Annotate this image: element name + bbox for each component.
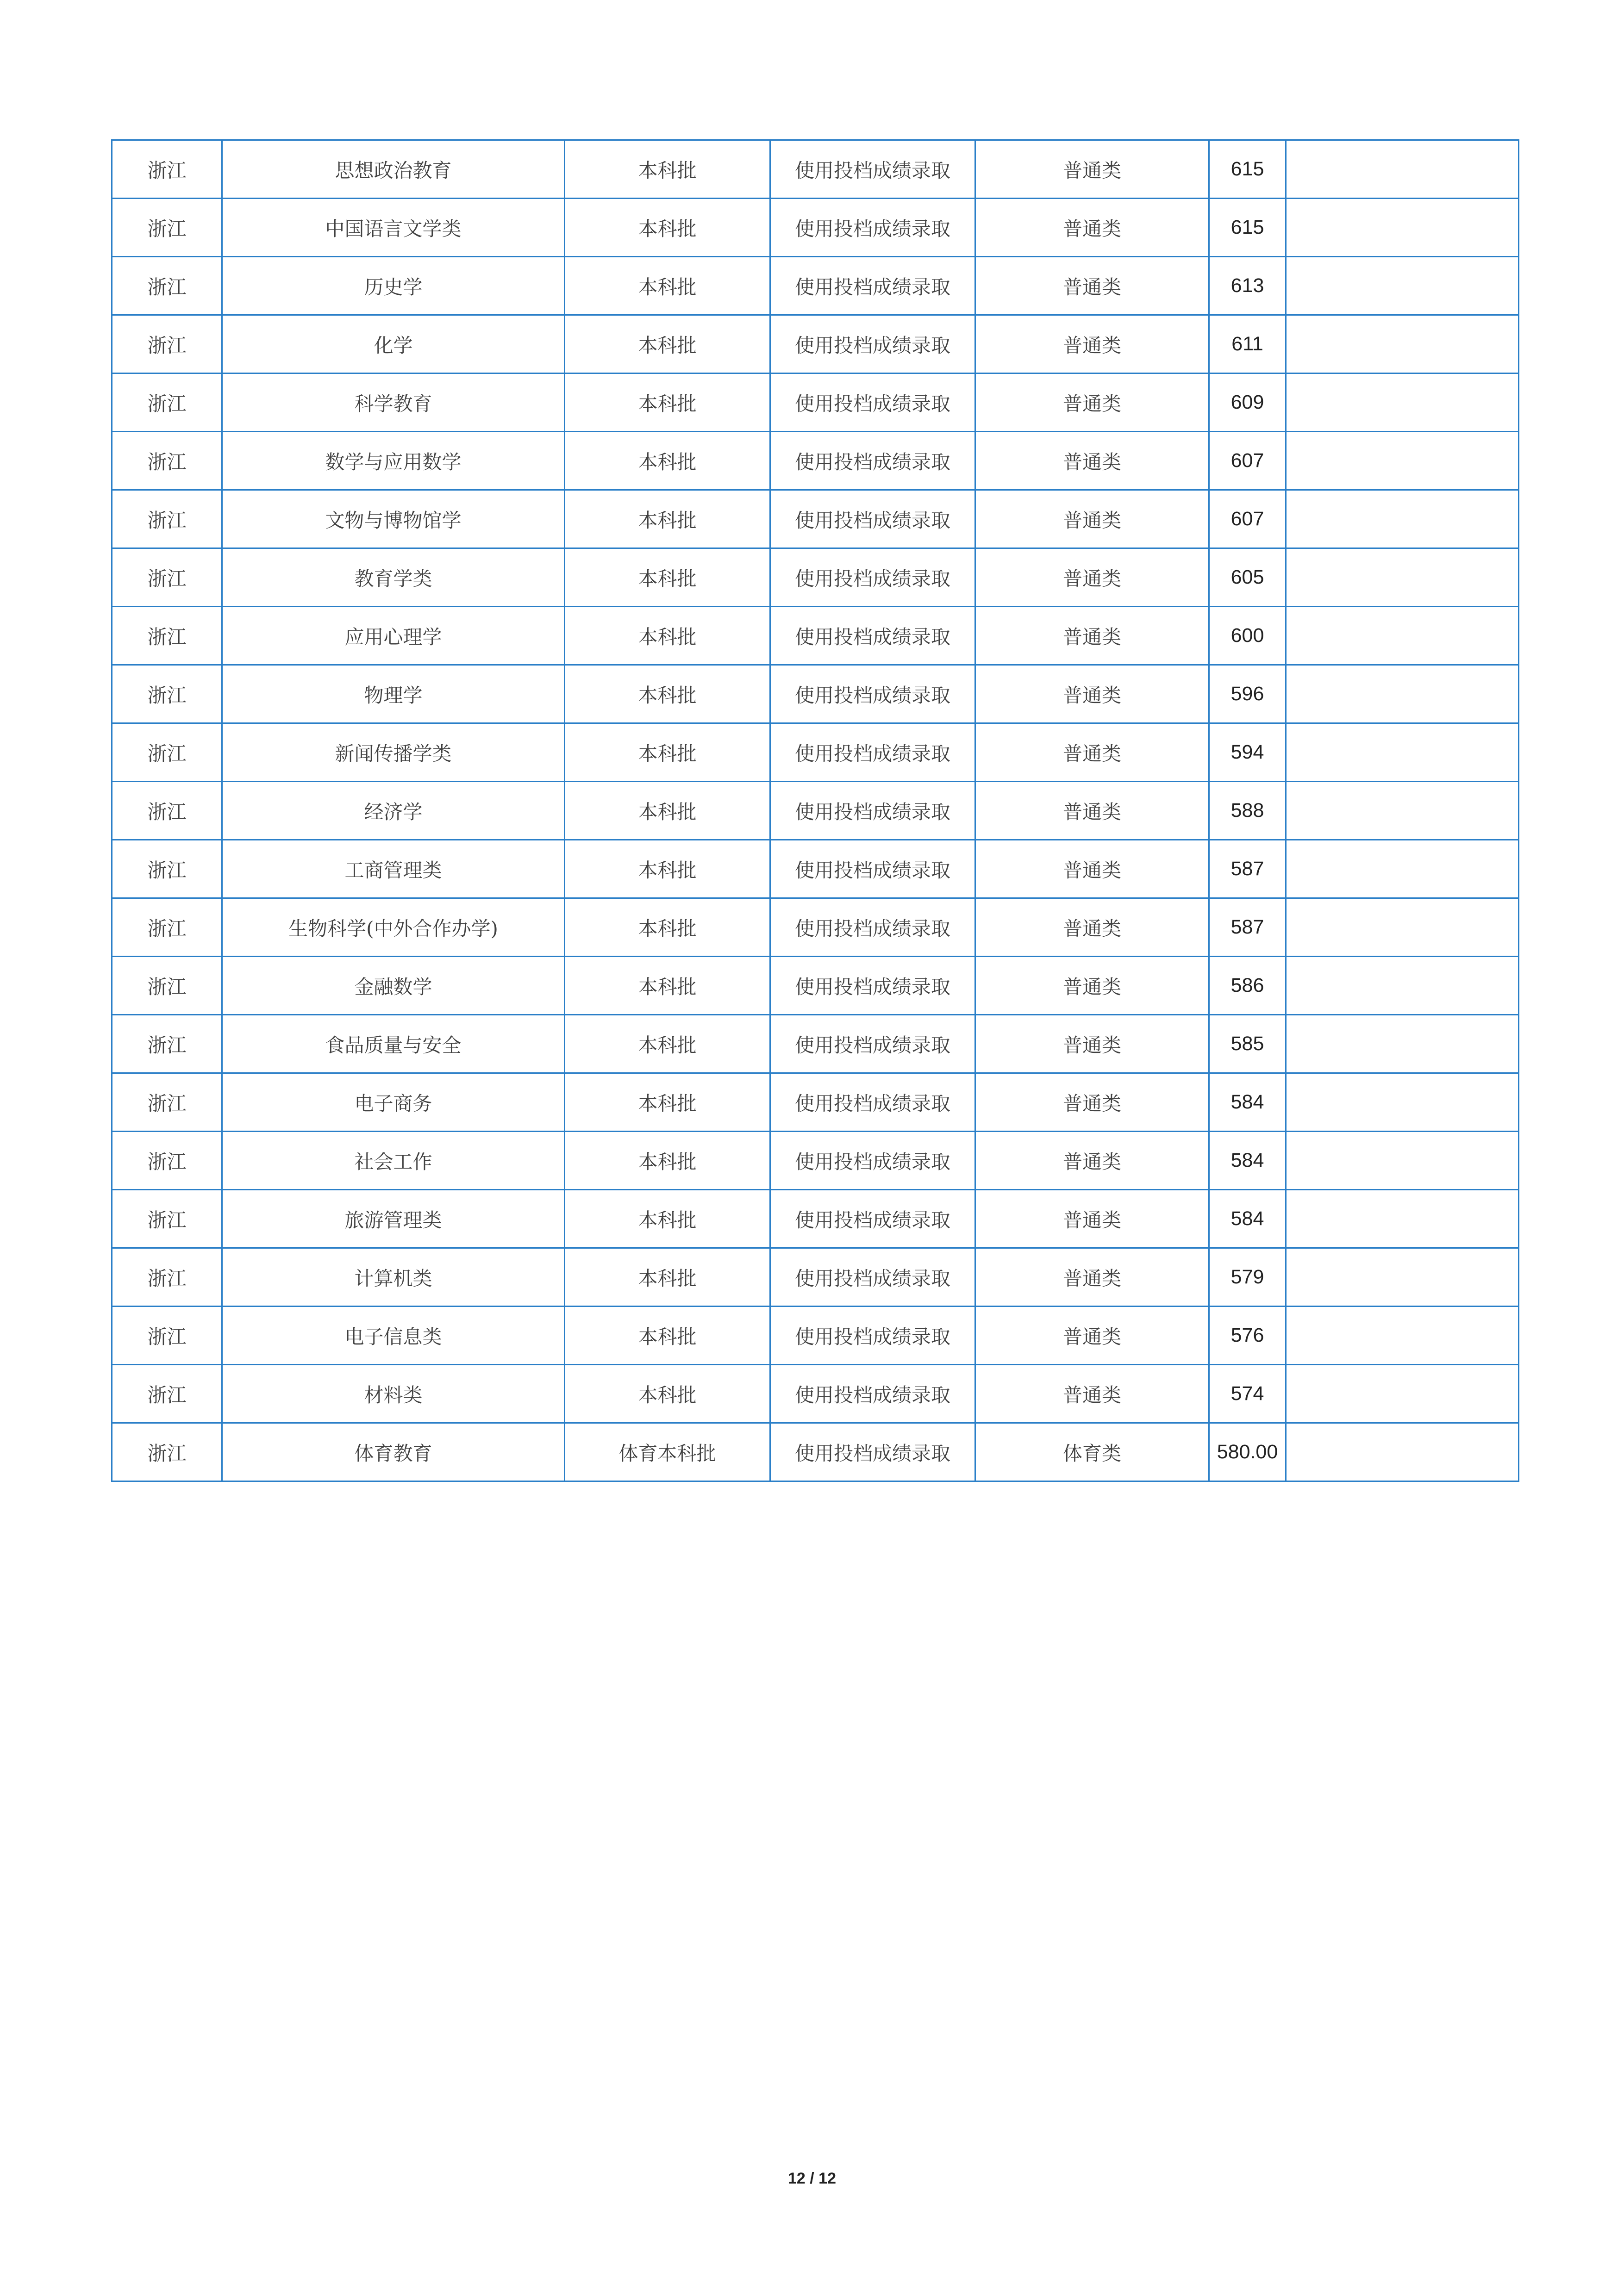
table-row bbox=[112, 607, 1519, 665]
admission-method-cell: 使用投档成绩录取 bbox=[770, 957, 975, 1015]
major-cell: 生物科学(中外合作办学) bbox=[222, 898, 565, 957]
category-cell: 普通类 bbox=[975, 957, 1209, 1015]
admission-method-cell: 使用投档成绩录取 bbox=[770, 1365, 975, 1423]
table-row bbox=[112, 957, 1519, 1015]
major-cell: 应用心理学 bbox=[222, 607, 565, 665]
major-cell: 材料类 bbox=[222, 1365, 565, 1423]
admission-method-cell: 使用投档成绩录取 bbox=[770, 1307, 975, 1365]
category-cell: 普通类 bbox=[975, 140, 1209, 199]
table-row bbox=[112, 1248, 1519, 1307]
province-cell: 浙江 bbox=[112, 257, 222, 315]
table-row bbox=[112, 840, 1519, 898]
batch-cell: 本科批 bbox=[565, 257, 770, 315]
table-row bbox=[112, 140, 1519, 199]
province-cell: 浙江 bbox=[112, 898, 222, 957]
batch-cell: 本科批 bbox=[565, 199, 770, 257]
category-cell: 普通类 bbox=[975, 665, 1209, 723]
major-cell: 科学教育 bbox=[222, 373, 565, 432]
major-cell: 中国语言文学类 bbox=[222, 199, 565, 257]
score-cell: 607 bbox=[1209, 490, 1286, 548]
table-row bbox=[112, 257, 1519, 315]
note-cell bbox=[1286, 1307, 1519, 1365]
province-cell: 浙江 bbox=[112, 607, 222, 665]
category-cell: 普通类 bbox=[975, 315, 1209, 373]
province-cell: 浙江 bbox=[112, 723, 222, 782]
table-row bbox=[112, 1365, 1519, 1423]
admission-method-cell: 使用投档成绩录取 bbox=[770, 665, 975, 723]
category-cell: 普通类 bbox=[975, 1248, 1209, 1307]
admission-method-cell: 使用投档成绩录取 bbox=[770, 373, 975, 432]
score-cell: 576 bbox=[1209, 1307, 1286, 1365]
admission-method-cell: 使用投档成绩录取 bbox=[770, 490, 975, 548]
note-cell bbox=[1286, 1132, 1519, 1190]
admission-method-cell: 使用投档成绩录取 bbox=[770, 1015, 975, 1073]
category-cell: 普通类 bbox=[975, 199, 1209, 257]
table-row bbox=[112, 373, 1519, 432]
score-cell: 586 bbox=[1209, 957, 1286, 1015]
major-cell: 电子商务 bbox=[222, 1073, 565, 1132]
note-cell bbox=[1286, 199, 1519, 257]
score-cell: 584 bbox=[1209, 1132, 1286, 1190]
batch-cell: 本科批 bbox=[565, 723, 770, 782]
admission-method-cell: 使用投档成绩录取 bbox=[770, 1248, 975, 1307]
province-cell: 浙江 bbox=[112, 199, 222, 257]
score-cell: 607 bbox=[1209, 432, 1286, 490]
major-cell: 电子信息类 bbox=[222, 1307, 565, 1365]
table-row bbox=[112, 1015, 1519, 1073]
major-cell: 思想政治教育 bbox=[222, 140, 565, 199]
province-cell: 浙江 bbox=[112, 1423, 222, 1481]
table-row bbox=[112, 898, 1519, 957]
batch-cell: 体育本科批 bbox=[565, 1423, 770, 1481]
batch-cell: 本科批 bbox=[565, 665, 770, 723]
major-cell: 经济学 bbox=[222, 782, 565, 840]
score-cell: 580.00 bbox=[1209, 1423, 1286, 1481]
batch-cell: 本科批 bbox=[565, 840, 770, 898]
score-cell: 587 bbox=[1209, 898, 1286, 957]
score-cell: 584 bbox=[1209, 1190, 1286, 1248]
category-cell: 普通类 bbox=[975, 1365, 1209, 1423]
note-cell bbox=[1286, 315, 1519, 373]
province-cell: 浙江 bbox=[112, 840, 222, 898]
province-cell: 浙江 bbox=[112, 548, 222, 607]
category-cell: 普通类 bbox=[975, 1307, 1209, 1365]
major-cell: 社会工作 bbox=[222, 1132, 565, 1190]
batch-cell: 本科批 bbox=[565, 1248, 770, 1307]
table-body bbox=[112, 140, 1519, 1481]
major-cell: 教育学类 bbox=[222, 548, 565, 607]
batch-cell: 本科批 bbox=[565, 1307, 770, 1365]
score-cell: 611 bbox=[1209, 315, 1286, 373]
major-cell: 物理学 bbox=[222, 665, 565, 723]
category-cell: 普通类 bbox=[975, 548, 1209, 607]
batch-cell: 本科批 bbox=[565, 315, 770, 373]
admission-method-cell: 使用投档成绩录取 bbox=[770, 548, 975, 607]
table-row bbox=[112, 1423, 1519, 1481]
note-cell bbox=[1286, 1015, 1519, 1073]
score-cell: 613 bbox=[1209, 257, 1286, 315]
category-cell: 普通类 bbox=[975, 1015, 1209, 1073]
table-row bbox=[112, 723, 1519, 782]
province-cell: 浙江 bbox=[112, 140, 222, 199]
province-cell: 浙江 bbox=[112, 373, 222, 432]
category-cell: 普通类 bbox=[975, 607, 1209, 665]
major-cell: 体育教育 bbox=[222, 1423, 565, 1481]
note-cell bbox=[1286, 840, 1519, 898]
major-cell: 文物与博物馆学 bbox=[222, 490, 565, 548]
category-cell: 普通类 bbox=[975, 1190, 1209, 1248]
province-cell: 浙江 bbox=[112, 1365, 222, 1423]
table-row bbox=[112, 665, 1519, 723]
note-cell bbox=[1286, 1423, 1519, 1481]
batch-cell: 本科批 bbox=[565, 782, 770, 840]
province-cell: 浙江 bbox=[112, 432, 222, 490]
table-row bbox=[112, 490, 1519, 548]
category-cell: 普通类 bbox=[975, 432, 1209, 490]
note-cell bbox=[1286, 373, 1519, 432]
category-cell: 普通类 bbox=[975, 490, 1209, 548]
score-cell: 615 bbox=[1209, 199, 1286, 257]
province-cell: 浙江 bbox=[112, 665, 222, 723]
note-cell bbox=[1286, 607, 1519, 665]
table-row bbox=[112, 199, 1519, 257]
score-cell: 587 bbox=[1209, 840, 1286, 898]
admission-method-cell: 使用投档成绩录取 bbox=[770, 432, 975, 490]
batch-cell: 本科批 bbox=[565, 373, 770, 432]
note-cell bbox=[1286, 1190, 1519, 1248]
table-row bbox=[112, 1307, 1519, 1365]
page-number: 12 / 12 bbox=[788, 2170, 836, 2187]
category-cell: 普通类 bbox=[975, 257, 1209, 315]
score-cell: 596 bbox=[1209, 665, 1286, 723]
score-cell: 584 bbox=[1209, 1073, 1286, 1132]
batch-cell: 本科批 bbox=[565, 1073, 770, 1132]
batch-cell: 本科批 bbox=[565, 432, 770, 490]
major-cell: 金融数学 bbox=[222, 957, 565, 1015]
table-row bbox=[112, 315, 1519, 373]
note-cell bbox=[1286, 140, 1519, 199]
province-cell: 浙江 bbox=[112, 1015, 222, 1073]
table-row bbox=[112, 782, 1519, 840]
province-cell: 浙江 bbox=[112, 1190, 222, 1248]
table-row bbox=[112, 548, 1519, 607]
score-cell: 594 bbox=[1209, 723, 1286, 782]
category-cell: 普通类 bbox=[975, 723, 1209, 782]
province-cell: 浙江 bbox=[112, 957, 222, 1015]
note-cell bbox=[1286, 1365, 1519, 1423]
major-cell: 计算机类 bbox=[222, 1248, 565, 1307]
note-cell bbox=[1286, 898, 1519, 957]
major-cell: 数学与应用数学 bbox=[222, 432, 565, 490]
admission-method-cell: 使用投档成绩录取 bbox=[770, 723, 975, 782]
admission-method-cell: 使用投档成绩录取 bbox=[770, 840, 975, 898]
batch-cell: 本科批 bbox=[565, 607, 770, 665]
category-cell: 普通类 bbox=[975, 840, 1209, 898]
category-cell: 普通类 bbox=[975, 898, 1209, 957]
note-cell bbox=[1286, 490, 1519, 548]
score-cell: 615 bbox=[1209, 140, 1286, 199]
score-cell: 588 bbox=[1209, 782, 1286, 840]
province-cell: 浙江 bbox=[112, 782, 222, 840]
category-cell: 普通类 bbox=[975, 1132, 1209, 1190]
major-cell: 旅游管理类 bbox=[222, 1190, 565, 1248]
major-cell: 历史学 bbox=[222, 257, 565, 315]
admission-method-cell: 使用投档成绩录取 bbox=[770, 898, 975, 957]
province-cell: 浙江 bbox=[112, 490, 222, 548]
score-cell: 609 bbox=[1209, 373, 1286, 432]
note-cell bbox=[1286, 432, 1519, 490]
category-cell: 普通类 bbox=[975, 782, 1209, 840]
major-cell: 新闻传播学类 bbox=[222, 723, 565, 782]
score-cell: 585 bbox=[1209, 1015, 1286, 1073]
note-cell bbox=[1286, 1073, 1519, 1132]
category-cell: 普通类 bbox=[975, 1073, 1209, 1132]
admission-method-cell: 使用投档成绩录取 bbox=[770, 199, 975, 257]
admission-method-cell: 使用投档成绩录取 bbox=[770, 1190, 975, 1248]
admission-method-cell: 使用投档成绩录取 bbox=[770, 607, 975, 665]
note-cell bbox=[1286, 957, 1519, 1015]
province-cell: 浙江 bbox=[112, 1307, 222, 1365]
note-cell bbox=[1286, 1248, 1519, 1307]
category-cell: 体育类 bbox=[975, 1423, 1209, 1481]
province-cell: 浙江 bbox=[112, 1132, 222, 1190]
note-cell bbox=[1286, 723, 1519, 782]
province-cell: 浙江 bbox=[112, 1073, 222, 1132]
batch-cell: 本科批 bbox=[565, 1365, 770, 1423]
major-cell: 化学 bbox=[222, 315, 565, 373]
province-cell: 浙江 bbox=[112, 315, 222, 373]
admission-method-cell: 使用投档成绩录取 bbox=[770, 1073, 975, 1132]
batch-cell: 本科批 bbox=[565, 548, 770, 607]
batch-cell: 本科批 bbox=[565, 957, 770, 1015]
category-cell: 普通类 bbox=[975, 373, 1209, 432]
score-cell: 605 bbox=[1209, 548, 1286, 607]
admission-method-cell: 使用投档成绩录取 bbox=[770, 315, 975, 373]
note-cell bbox=[1286, 548, 1519, 607]
batch-cell: 本科批 bbox=[565, 490, 770, 548]
admission-method-cell: 使用投档成绩录取 bbox=[770, 1423, 975, 1481]
table-row bbox=[112, 1190, 1519, 1248]
batch-cell: 本科批 bbox=[565, 140, 770, 199]
admission-method-cell: 使用投档成绩录取 bbox=[770, 782, 975, 840]
batch-cell: 本科批 bbox=[565, 1190, 770, 1248]
batch-cell: 本科批 bbox=[565, 898, 770, 957]
admission-score-table bbox=[111, 139, 1519, 1482]
table-row bbox=[112, 1073, 1519, 1132]
admission-method-cell: 使用投档成绩录取 bbox=[770, 1132, 975, 1190]
score-cell: 600 bbox=[1209, 607, 1286, 665]
score-cell: 574 bbox=[1209, 1365, 1286, 1423]
province-cell: 浙江 bbox=[112, 1248, 222, 1307]
note-cell bbox=[1286, 665, 1519, 723]
note-cell bbox=[1286, 257, 1519, 315]
batch-cell: 本科批 bbox=[565, 1132, 770, 1190]
admission-method-cell: 使用投档成绩录取 bbox=[770, 257, 975, 315]
note-cell bbox=[1286, 782, 1519, 840]
major-cell: 工商管理类 bbox=[222, 840, 565, 898]
table-row bbox=[112, 1132, 1519, 1190]
score-cell: 579 bbox=[1209, 1248, 1286, 1307]
batch-cell: 本科批 bbox=[565, 1015, 770, 1073]
major-cell: 食品质量与安全 bbox=[222, 1015, 565, 1073]
table-row bbox=[112, 432, 1519, 490]
admission-method-cell: 使用投档成绩录取 bbox=[770, 140, 975, 199]
